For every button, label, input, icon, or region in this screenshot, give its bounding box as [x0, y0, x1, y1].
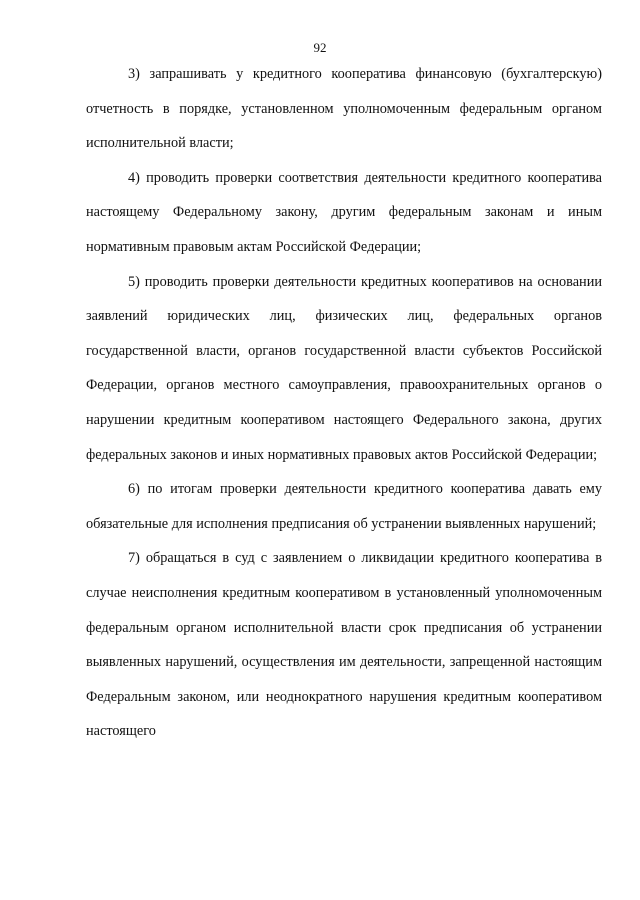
- page-number: 92: [313, 40, 327, 55]
- paragraph-item-7: 7) обращаться в суд с заявлением о ликвидации кредитного кооператива в случае неисполнения кредитным кооперативом в установленный уполномоченным федеральным органом исполнительной власти срок предписания об устранении выявленных нарушений, осуществления им деятельности, запрещенной настоящим Федеральным законом, или неоднократного нарушения кредитным кооперативом настоящего: [86, 550, 602, 740]
- document-body: [86, 57, 602, 749]
- paragraph-item-4: 4) проводить проверки соответствия деятельности кредитного кооператива настоящему Федеральному закону, другим федеральным законам и иным нормативным правовым актам Российской Федерации;: [86, 169, 602, 255]
- paragraph-item-3: 3) запрашивать у кредитного кооператива финансовую (бухгалтерскую) отчетность в порядке, установленном уполномоченным федеральным органом исполнительной власти;: [86, 66, 602, 152]
- paragraph-item-6: 6) по итогам проверки деятельности кредитного кооператива давать ему обязательные для исполнения предписания об устранении выявленных нарушений;: [86, 481, 602, 532]
- paragraph-item-5: 5) проводить проверки деятельности кредитных кооперативов на основании заявлений юридических лиц, физических лиц, федеральных органов государственной власти, органов государственной власти субъектов Российской Федерации, органов местного самоуправления, правоохранительных органов о нарушении кредитным кооперативом настоящего Федерального закона, других федеральных законов и иных нормативных правовых актов Российской Федерации;: [86, 273, 602, 463]
